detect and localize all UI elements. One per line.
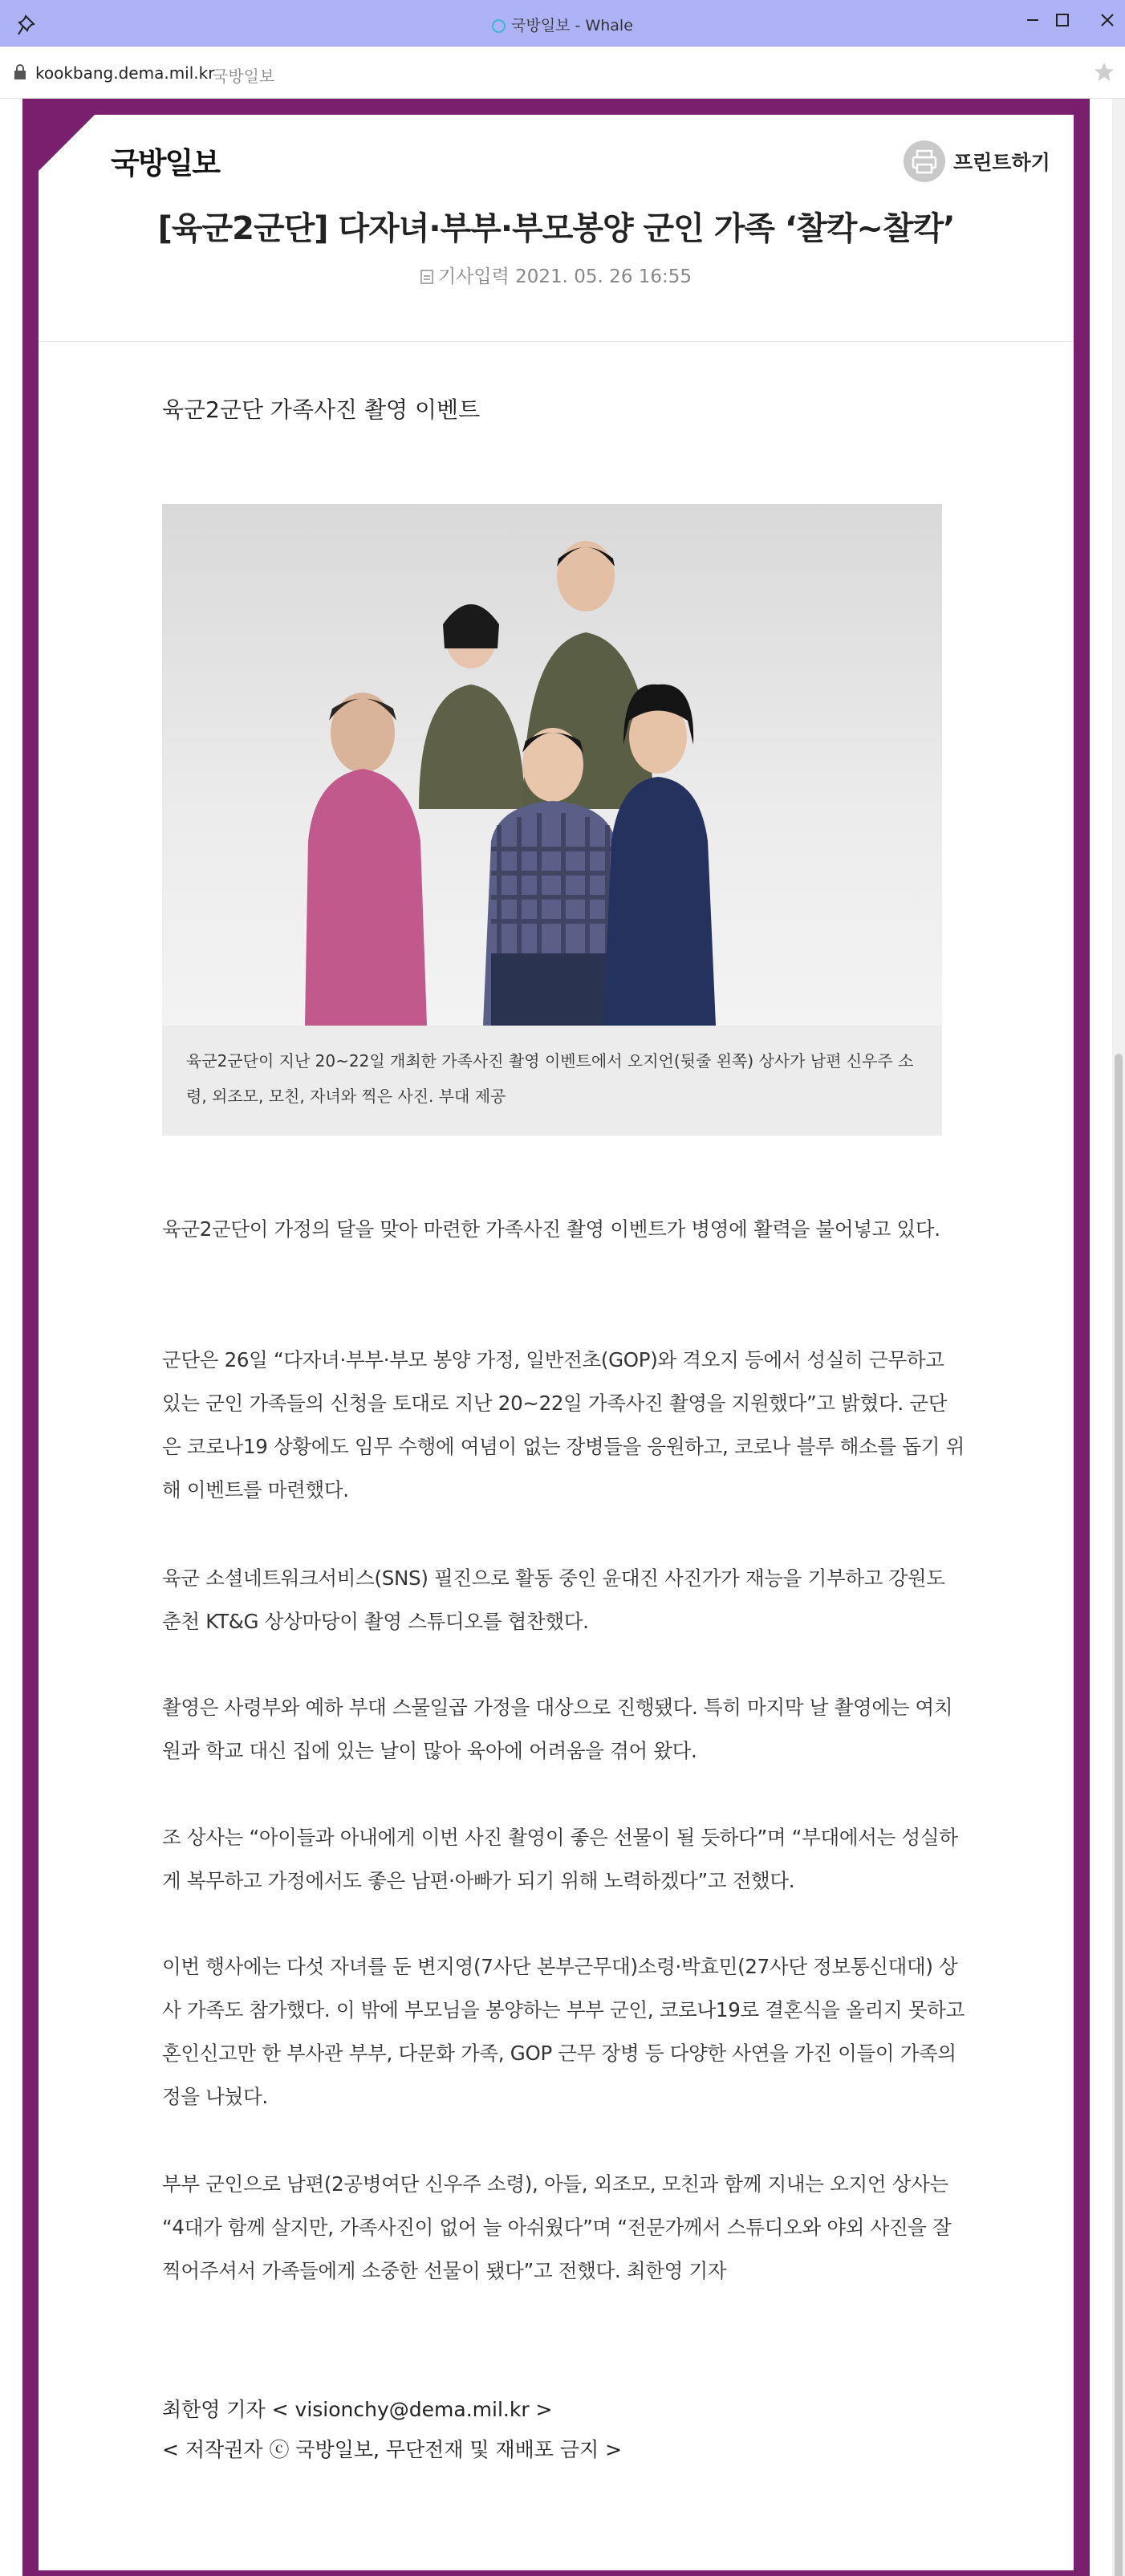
dateline-text: 기사입력 2021. 05. 26 16:55 <box>437 266 692 287</box>
document-icon <box>420 270 433 284</box>
address-bar[interactable] <box>0 47 1125 99</box>
vertical-scrollbar[interactable] <box>1112 99 1125 2576</box>
print-frame <box>22 99 1090 2576</box>
site-name-text: 국방일보 <box>213 67 275 86</box>
photo-caption: 육군2군단이 지난 20~22일 개최한 가족사진 촬영 이벤트에서 오지언(뒷줄 왼쪽) 상사가 남편 신우주 소령, 외조모, 모친, 자녀와 찍은 사진. 부대 제공 <box>162 1026 942 1136</box>
article-byline <box>162 2390 622 2470</box>
printer-icon <box>904 140 945 182</box>
header-divider <box>39 341 1074 342</box>
article-paragraph: 부부 군인으로 남편(2공병여단 신우주 소령), 아들, 외조모, 모친과 함께 지내는 오지언 상사는 “4대가 함께 살지만, 가족사진이 없어 늘 아쉬웠다”며 “전문가께서 스튜디오와 야외 사진을 잘 찍어주셔서 가족들에게 소중한 선물이 됐다”고 전했다. 최한영 기자 <box>162 2172 952 2282</box>
article-paragraph: 촬영은 사령부와 예하 부대 스물일곱 가정을 대상으로 진행됐다. 특히 마지막 날 촬영에는 여치원과 학교 대신 집에 있는 날이 많아 육아에 어려움을 겪어 왔다. <box>162 1696 953 1762</box>
family-photo-illustration <box>162 504 942 1026</box>
browser-titlebar <box>0 0 1125 47</box>
window-title <box>0 14 1125 35</box>
minimize-icon[interactable] <box>1021 8 1045 32</box>
page-viewport[interactable] <box>0 99 1125 2576</box>
star-icon[interactable] <box>1091 59 1117 85</box>
article-dateline <box>39 262 1074 288</box>
article-paragraph: 군단은 26일 “다자녀·부부·부모 봉양 가정, 일반전초(GOP)와 격오지 등에서 성실히 근무하고 있는 군인 가족들의 신청을 토대로 지난 20~22일 가족사진 촬영을 지원했다”고 밝혔다. 군단은 코로나19 상황에도 임무 수행에 여념이 없는 장병들을 응원하고, 코로나 블루 해소를 돕기 위해 이벤트를 마련했다. <box>162 1348 965 1501</box>
url-text[interactable]: kookbang.dema.mil.kr <box>35 63 215 83</box>
lock-icon <box>13 63 27 81</box>
maximize-icon[interactable] <box>1050 8 1074 32</box>
article-paragraph: 육군2군단이 가정의 달을 맞아 마련한 가족사진 촬영 이벤트가 병영에 활력을 불어넣고 있다. <box>162 1217 940 1241</box>
article-photo <box>162 504 942 1026</box>
window-title-text: 국방일보 - Whale <box>511 17 633 35</box>
article-paragraph: 이번 행사에는 다섯 자녀를 둔 변지영(7사단 본부근무대)소령·박효민(27사단 정보통신대대) 상사 가족도 참가했다. 이 밖에 부모님을 봉양하는 부부 군인, 코로나19로 결혼식을 올리지 못하고 혼인신고만 한 부사관 부부, 다문화 가족, GOP 근무 장병 등 다양한 사연을 가진 이들이 가족의 정을 나눴다. <box>162 1955 965 2108</box>
byline-copyright: < 저작권자 ⓒ 국방일보, 무단전재 및 재배포 금지 > <box>162 2438 623 2461</box>
corner-decoration <box>39 115 95 171</box>
article-paragraph: 육군 소셜네트워크서비스(SNS) 필진으로 활동 중인 윤대진 사진가가 재능을 기부하고 강원도 춘천 KT&G 상상마당이 촬영 스튜디오를 협찬했다. <box>162 1566 945 1633</box>
article-paragraph: 조 상사는 “아이들과 아내에게 이번 사진 촬영이 좋은 선물이 될 듯하다”며 “부대에서는 성실하게 복무하고 가정에서도 좋은 남편·아빠가 되기 위해 노력하겠다”고 전했다. <box>162 1826 958 1892</box>
byline-author: 최한영 기자 < visionchy@dema.mil.kr > <box>162 2398 553 2421</box>
article-subtitle: 육군2군단 가족사진 촬영 이벤트 <box>162 396 481 423</box>
print-button[interactable] <box>904 139 1050 184</box>
scrollbar-thumb[interactable] <box>1115 1054 1123 2576</box>
newspaper-logo: 국방일보 <box>111 146 219 181</box>
article-page <box>39 115 1074 2570</box>
close-icon[interactable] <box>1095 8 1119 32</box>
print-button-label: 프린트하기 <box>953 151 1050 174</box>
whale-favicon-icon <box>492 19 506 33</box>
article-headline: [육군2군단] 다자녀·부부·부모봉양 군인 가족 ‘찰칵~찰칵’ <box>157 210 955 247</box>
